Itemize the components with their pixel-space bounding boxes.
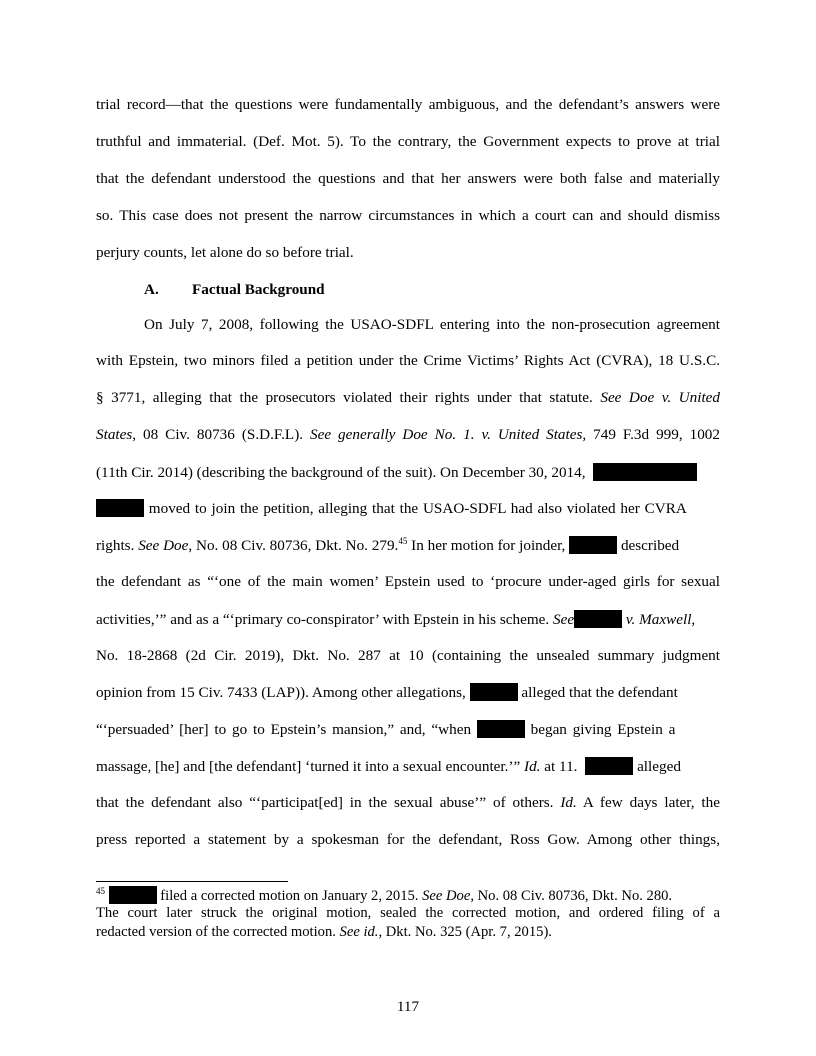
footnote-line: redacted version of the corrected motion. See id., Dkt. No. 325 (Apr. 7, 2015). bbox=[96, 924, 552, 940]
redaction-box bbox=[585, 757, 633, 775]
body-line: (11th Cir. 2014) (describing the background of the suit). On December 30, 2014, bbox=[96, 463, 720, 482]
body-line: moved to join the petition, alleging that the USAO-SDFL had also violated her CVRA bbox=[96, 499, 720, 518]
redaction-box bbox=[593, 463, 697, 481]
body-line: opinion from 15 Civ. 7433 (LAP)). Among other allegations, alleged that the defendant bbox=[96, 684, 678, 701]
redaction-box bbox=[574, 610, 622, 628]
redaction-box bbox=[477, 720, 525, 738]
redaction-box bbox=[569, 536, 617, 554]
body-line: press reported a statement by a spokesman for the defendant, Ross Gow. Among other things, bbox=[96, 831, 720, 848]
redaction-box bbox=[470, 683, 518, 701]
body-line: “‘persuaded’ [her] to go to Epstein’s mansion,” and, “when began giving Epstein a bbox=[96, 721, 676, 738]
body-line: On July 7, 2008, following the USAO-SDFL entering into the non-prosecution agreement bbox=[144, 316, 720, 333]
body-line: the defendant as “‘one of the main women’ Epstein used to ‘procure under-aged girls for sexual bbox=[96, 573, 720, 590]
section-number: A. bbox=[144, 281, 159, 298]
body-line: § 3771, alleging that the prosecutors violated their rights under that statute. See Doe v. United bbox=[96, 389, 721, 406]
body-line: States, 08 Civ. 80736 (S.D.F.L). See generally Doe No. 1. v. United States, 749 F.3d 999, 1002 bbox=[96, 426, 720, 443]
body-line: No. 18-2868 (2d Cir. 2019), Dkt. No. 287 at 10 (containing the unsealed summary judgment bbox=[96, 647, 720, 664]
body-line: that the defendant also “‘participat[ed] in the sexual abuse’” of others. Id. A few days later, the bbox=[96, 794, 720, 811]
section-title: Factual Background bbox=[192, 281, 325, 298]
body-line: that the defendant understood the questions and that her answers were both false and materially bbox=[96, 170, 720, 187]
body-line: trial record—that the questions were fundamentally ambiguous, and the defendant’s answers were bbox=[96, 96, 720, 113]
footnote-line: $^{45}$ filed a corrected motion on January 2, 2015. See Doe, No. 08 Civ. 80736, Dkt. No. 280. bbox=[96, 886, 673, 904]
body-line: perjury counts, let alone do so before trial. bbox=[96, 244, 354, 261]
footnote-separator bbox=[96, 881, 288, 882]
section-heading bbox=[144, 281, 720, 299]
body-line: rights. See Doe, No. 08 Civ. 80736, Dkt. No. 279.45 In her motion for joinder, described bbox=[96, 536, 680, 554]
body-line: truthful and immaterial. (Def. Mot. 5). To the contrary, the Government expects to prove at trial bbox=[96, 133, 720, 150]
footnote-line: The court later struck the original motion, sealed the corrected motion, and ordered filing of a bbox=[96, 905, 720, 921]
redaction-box bbox=[96, 499, 144, 517]
footnote-reference[interactable]: 45 bbox=[398, 536, 408, 546]
body-line: massage, [he] and [the defendant] ‘turned it into a sexual encounter.’” Id. at 11. alleged bbox=[96, 758, 681, 775]
footnote-number: 45 bbox=[96, 886, 105, 896]
page-number: 117 bbox=[396, 998, 420, 1015]
body-line: with Epstein, two minors filed a petition under the Crime Victims’ Rights Act (CVRA), 18 U.S.C. bbox=[96, 352, 720, 369]
redaction-box bbox=[109, 886, 157, 904]
body-line: so. This case does not present the narrow circumstances in which a court can and should dismiss bbox=[96, 207, 720, 224]
body-line: activities,’” and as a “‘primary co-conspirator’ with Epstein in his scheme. See v. Maxwell, bbox=[96, 611, 696, 628]
